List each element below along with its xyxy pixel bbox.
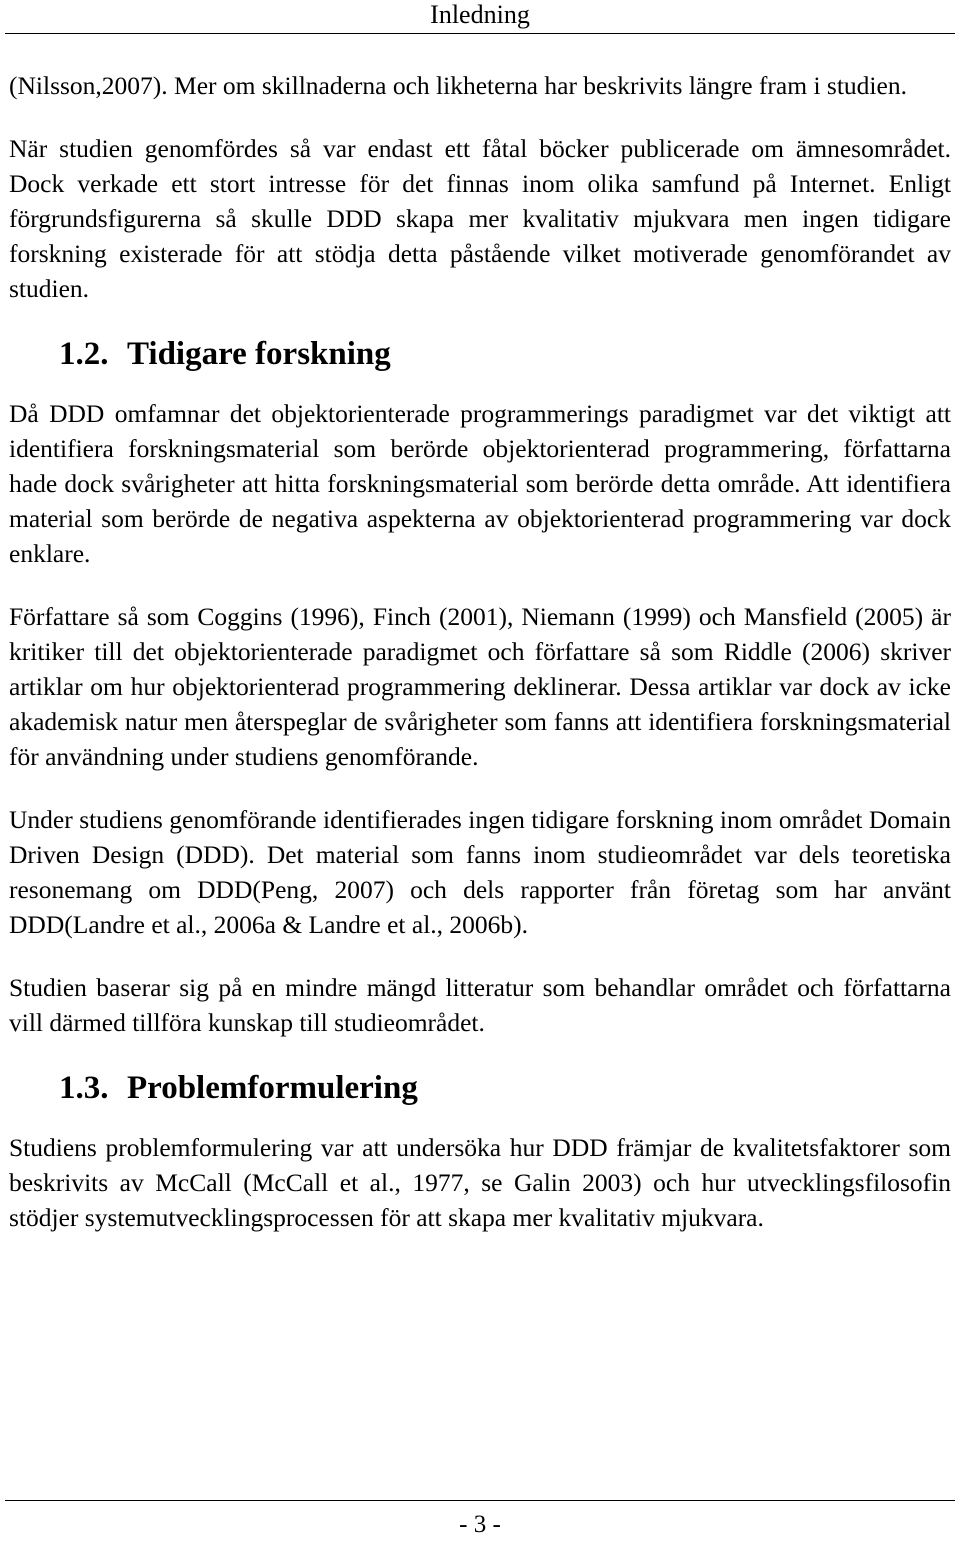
body-paragraph: Författare så som Coggins (1996), Finch (2001), Niemann (1999) och Mansfield (2005) är kritiker till det objektorienterade paradigmet och författare så som Riddle (2006) skriver artiklar om hur objektorienterad programmering deklinerar. Dessa artiklar var dock av icke akademisk natur men återspeglar de svårigheter som fanns att identifiera forskningsmaterial för användning under studiens genomförande. (9, 602, 951, 771)
footer-divider (5, 1500, 955, 1501)
section-title: Tidigare forskning (127, 336, 391, 372)
section-number: 1.3. (59, 1070, 109, 1106)
body-paragraph: När studien genomfördes så var endast ett fåtal böcker publicerade om ämnesområdet. Dock verkade ett stort intresse för det finnas inom olika samfund på Internet. Enligt förgrundsfigurerna så skulle DDD skapa mer kvalitativ mjukvara men ingen tidigare forskning existerade för att stödja detta påstående vilket motiverade genomförandet av studien. (9, 134, 951, 303)
header-divider (5, 33, 955, 34)
section-heading-tidigare-forskning (59, 334, 951, 374)
page-header (0, 0, 960, 34)
body-paragraph: Studiens problemformulering var att undersöka hur DDD främjar de kvalitetsfaktorer som beskrivits av McCall (McCall et al., 1977, se Galin 2003) och hur utvecklingsfilosofin stödjer systemutvecklingsprocessen för att skapa mer kvalitativ mjukvara. (9, 1133, 951, 1232)
page-body (9, 68, 951, 1235)
section-title: Problemformulering (127, 1070, 418, 1106)
section-heading-problemformulering (59, 1068, 951, 1108)
body-paragraph: Studien baserar sig på en mindre mängd litteratur som behandlar området och författarna vill därmed tillföra kunskap till studieområdet. (9, 973, 951, 1037)
page-number: - 3 - (459, 1511, 501, 1538)
section-number: 1.2. (59, 336, 109, 372)
running-header-title: Inledning (430, 0, 530, 29)
body-paragraph: Då DDD omfamnar det objektorienterade programmerings paradigmet var det viktigt att identifiera forskningsmaterial som berörde objektorienterad programmering, författarna hade dock svårigheter att hitta forskningsmaterial som berörde detta område. Att identifiera material som berörde de negativa aspekterna av objektorienterad programmering var dock enklare. (9, 399, 951, 568)
body-paragraph: Under studiens genomförande identifierades ingen tidigare forskning inom området Domain Driven Design (DDD). Det material som fanns inom studieområdet var dels teoretiska resonemang om DDD(Peng, 2007) och dels rapporter från företag som har använt DDD(Landre et al., 2006a & Landre et al., 2006b). (9, 805, 951, 939)
body-paragraph: (Nilsson,2007). Mer om skillnaderna och likheterna har beskrivits längre fram i studien. (9, 71, 907, 100)
